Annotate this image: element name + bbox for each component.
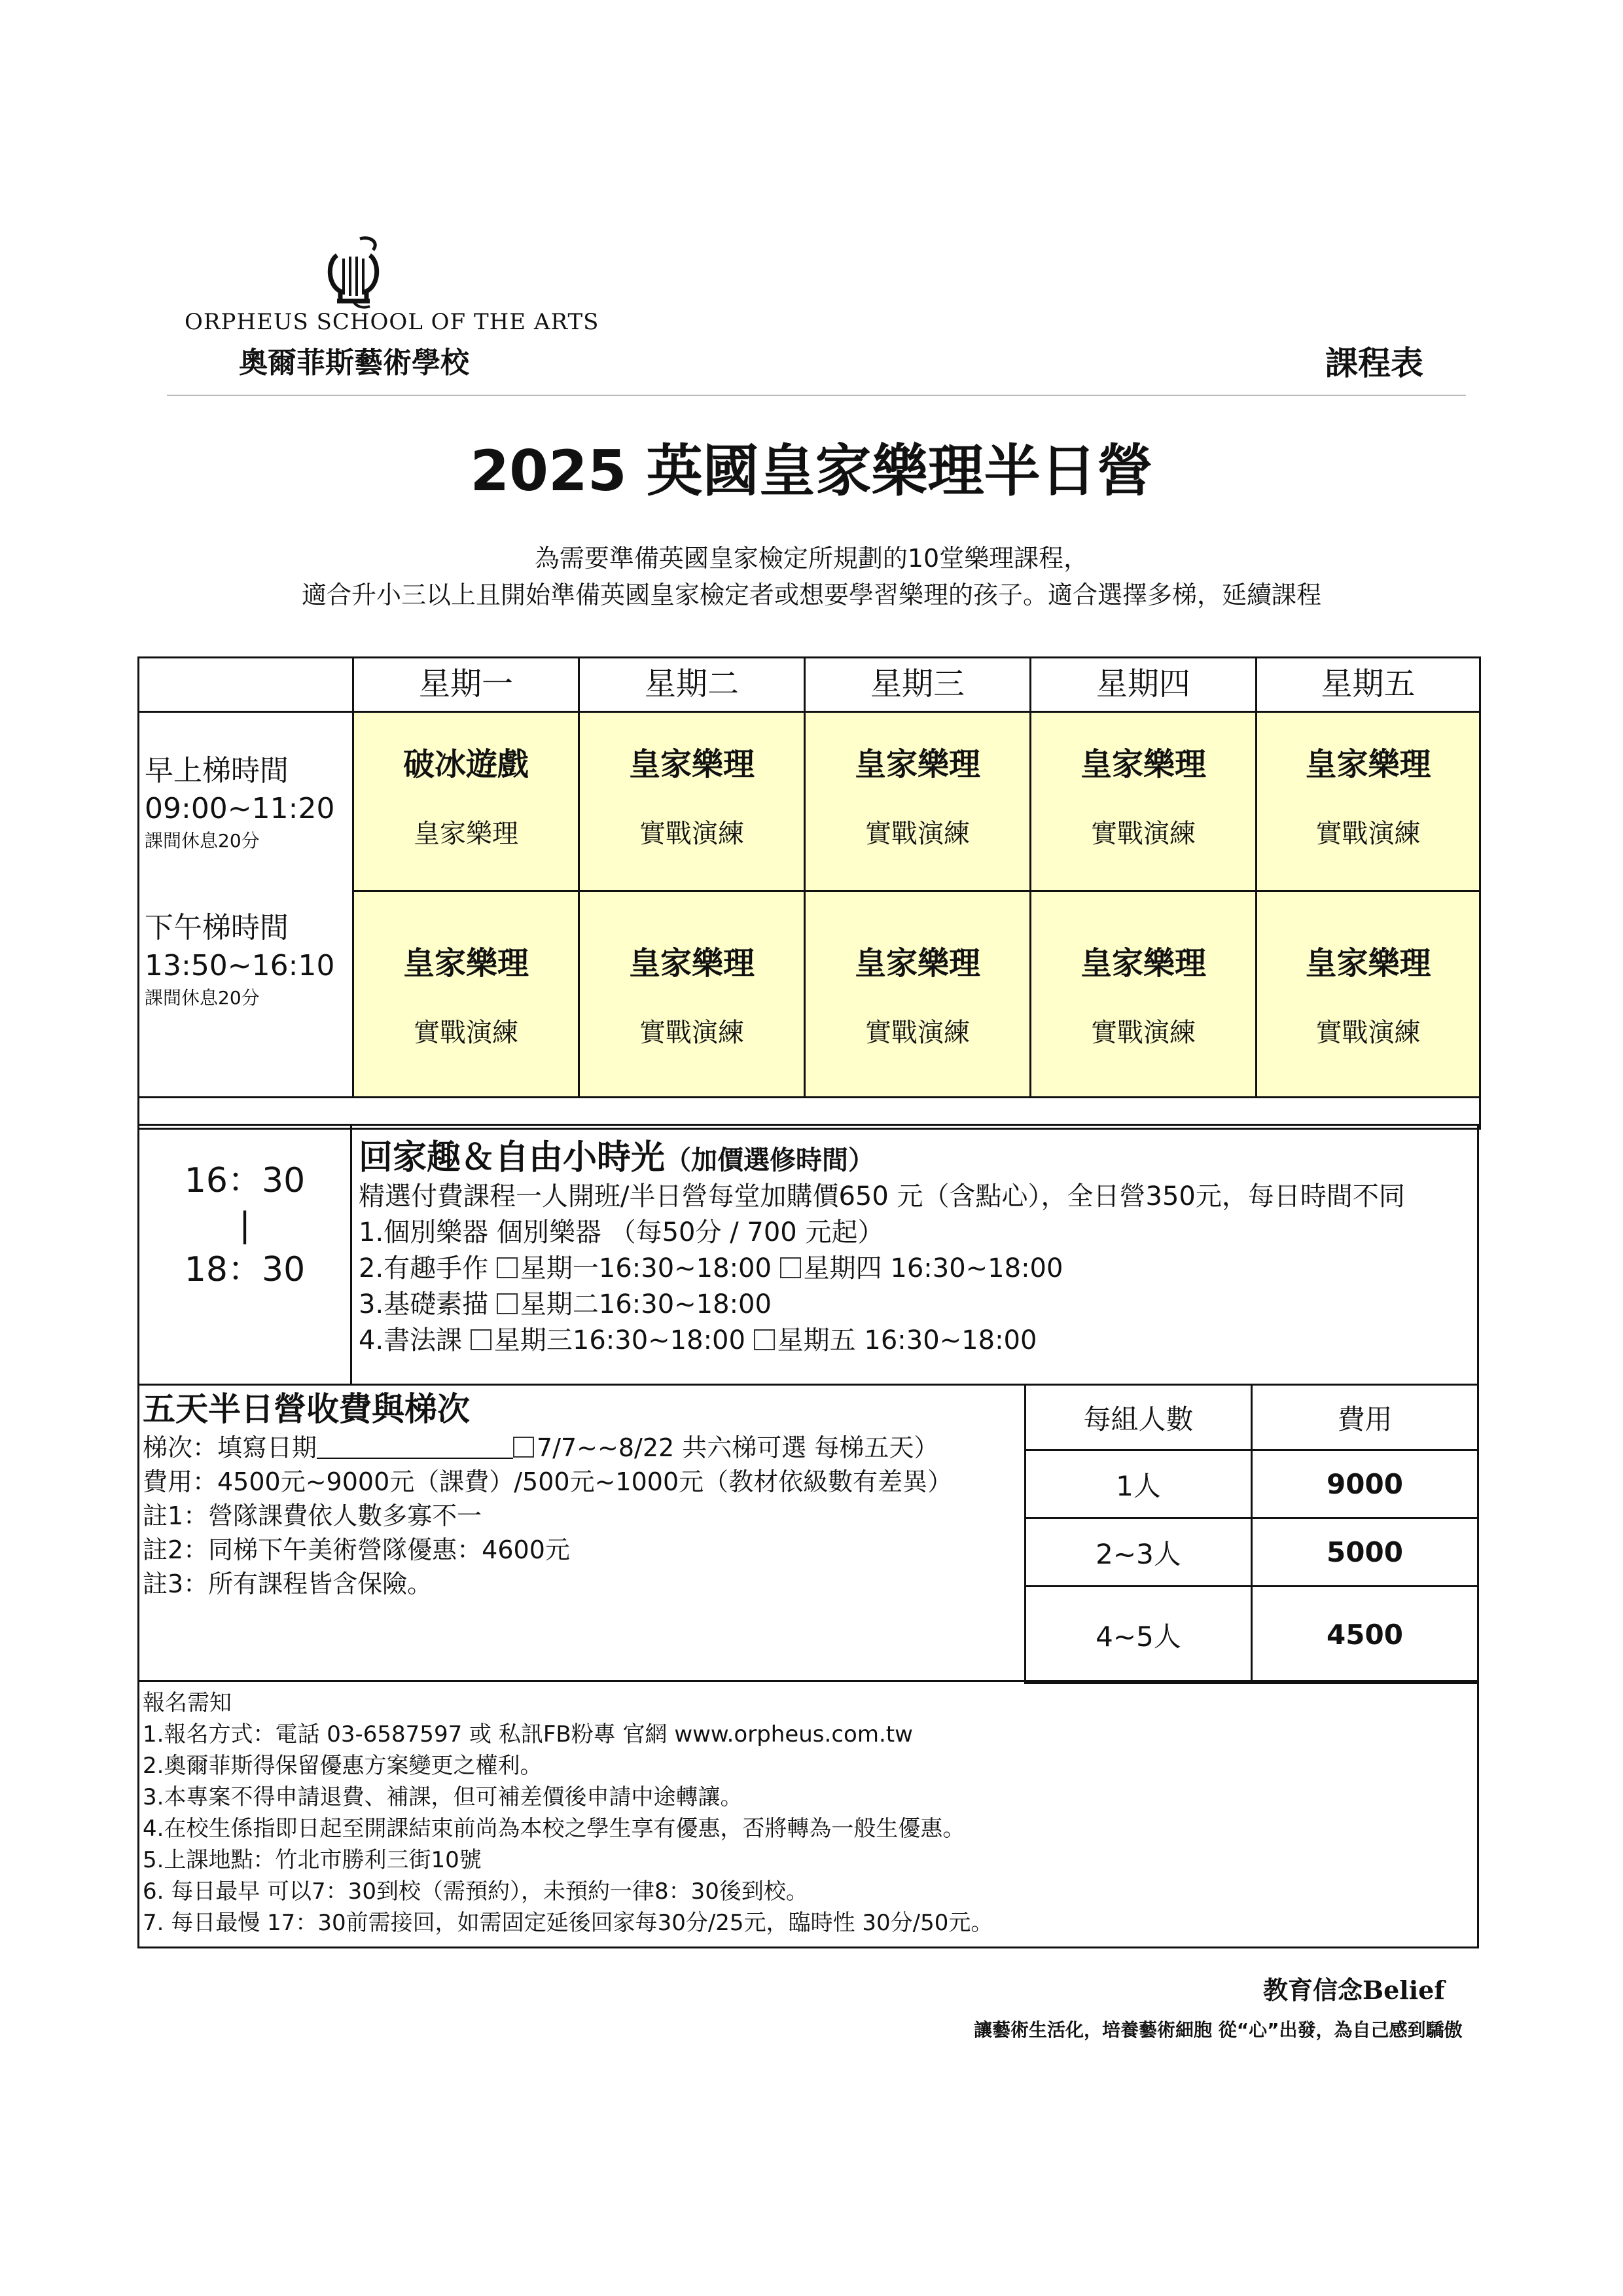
school-name-en: ORPHEUS SCHOOL OF THE ARTS — [185, 309, 599, 335]
date-blank-field[interactable] — [317, 1435, 513, 1459]
table-row — [1026, 1450, 1478, 1518]
fee-title: 五天半日營收費與梯次 — [143, 1390, 470, 1428]
session-line — [143, 1431, 1020, 1465]
header-divider — [167, 395, 1466, 396]
after-school-desc: 精選付費課程一人開班/半日營每堂加購價650 元（含點心），全日營350元，每日時間不同 — [359, 1181, 1405, 1211]
registration-item: 7. 每日最慢 17：30前需接回，如需固定延後回家每30分/25元，臨時性 30分/50元。 — [143, 1910, 993, 1936]
page-title: 2025 英國皇家樂理半日營 — [470, 439, 1153, 504]
course-main: 皇家樂理 — [628, 746, 755, 783]
course-sub: 實戰演練 — [865, 819, 970, 849]
after-item — [359, 1323, 1471, 1359]
after-time-start: 16：30 — [184, 1161, 306, 1200]
after-item-option: 星期四 16:30~18:00 — [803, 1253, 1063, 1283]
after-school-title-note: （加價選修時間） — [665, 1145, 875, 1175]
after-item-option: 星期五 16:30~18:00 — [777, 1325, 1037, 1355]
group-size: 2~3人 — [1026, 1518, 1252, 1587]
course-sub: 實戰演練 — [1091, 819, 1196, 849]
registration-text — [143, 1687, 1471, 1939]
after-item-option: 星期一16:30~18:00 — [520, 1253, 780, 1283]
course-sub: 實戰演練 — [865, 1018, 970, 1048]
day-header: 星期三 — [805, 658, 1031, 712]
course-sub: 皇家樂理 — [414, 819, 518, 849]
day-header: 星期一 — [353, 658, 579, 712]
fee-note: 註3：所有課程皆含保險。 — [143, 1570, 433, 1598]
school-name-zh: 奧爾菲斯藝術學校 — [239, 346, 469, 380]
course-cell — [1257, 891, 1480, 1098]
course-cell — [579, 712, 805, 891]
after-item-label: 1.個別樂器 個別樂器 （每50分 / 700 元起） — [359, 1217, 884, 1247]
after-item-option: 星期二16:30~18:00 — [520, 1289, 772, 1319]
after-school-content — [359, 1140, 1471, 1359]
fee-grid — [1024, 1384, 1479, 1684]
intro-line-1: 為需要準備英國皇家檢定所規劃的10堂樂理課程， — [534, 544, 1089, 573]
checkbox[interactable] — [754, 1329, 775, 1350]
fee-header: 每組人數 — [1026, 1385, 1252, 1450]
afternoon-label: 下午梯時間 — [145, 911, 289, 944]
fee-header-row — [1026, 1385, 1478, 1450]
group-price: 4500 — [1252, 1587, 1478, 1683]
after-school-title: 回家趣＆自由小時光 — [359, 1138, 666, 1177]
group-price: 5000 — [1252, 1518, 1478, 1587]
morning-label: 早上梯時間 — [145, 754, 289, 787]
doc-label: 課程表 — [1325, 344, 1423, 382]
fee-header: 費用 — [1252, 1385, 1478, 1450]
course-sub: 實戰演練 — [639, 819, 744, 849]
table-row — [1026, 1518, 1478, 1587]
course-cell — [1031, 891, 1257, 1098]
morning-time: 09:00~11:20 — [145, 792, 335, 825]
checkbox[interactable] — [471, 1329, 491, 1350]
registration-title: 報名需知 — [143, 1690, 232, 1716]
session-label: 梯次：填寫日期 — [143, 1433, 317, 1462]
day-header: 星期二 — [579, 658, 805, 712]
group-size: 1人 — [1026, 1450, 1252, 1518]
registration-item: 6. 每日最早 可以7：30到校（需預約），未預約一律8：30後到校。 — [143, 1878, 808, 1905]
course-cell — [353, 712, 579, 891]
fee-note: 註2：同梯下午美術營隊優惠：4600元 — [143, 1535, 570, 1564]
after-school-time — [137, 1158, 352, 1292]
registration-item: 3.本專案不得申請退費、補課，但可補差價後申請中途轉讓。 — [143, 1784, 743, 1810]
checkbox[interactable] — [780, 1257, 801, 1278]
fee-text — [143, 1388, 1020, 1601]
checkbox[interactable] — [497, 1257, 518, 1278]
course-cell — [805, 891, 1031, 1098]
course-main: 皇家樂理 — [854, 945, 980, 982]
course-sub: 實戰演練 — [639, 1018, 744, 1048]
registration-item: 1.報名方式：電話 03-6587597 或 私訊FB粉專 官網 www.orpheus.com.tw — [143, 1721, 913, 1748]
morning-note: 課間休息20分 — [145, 830, 260, 852]
checkbox[interactable] — [513, 1437, 534, 1458]
schedule-table — [137, 656, 1481, 1130]
belief-title: 教育信念Belief — [1263, 1975, 1445, 2005]
session-times-cell — [139, 712, 353, 1098]
intro-line-2: 適合升小三以上且開始準備英國皇家檢定者或想要學習樂理的孩子。適合選擇多梯，延續課程 — [301, 581, 1321, 609]
after-time-end: 18：30 — [184, 1250, 306, 1289]
after-item-label: 2.有趣手作 — [359, 1253, 497, 1283]
registration-item: 4.在校生係指即日起至開課結束前尚為本校之學生享有優惠，否將轉為一般生優惠。 — [143, 1816, 965, 1842]
after-item — [359, 1251, 1471, 1287]
course-main: 皇家樂理 — [1080, 945, 1206, 982]
course-main: 皇家樂理 — [1305, 746, 1431, 783]
day-header: 星期五 — [1257, 658, 1480, 712]
group-size: 4~5人 — [1026, 1587, 1252, 1683]
course-main: 破冰遊戲 — [402, 746, 529, 783]
course-sub: 實戰演練 — [414, 1018, 518, 1048]
afternoon-time: 13:50~16:10 — [145, 949, 335, 982]
course-cell — [1031, 712, 1257, 891]
course-sub: 實戰演練 — [1315, 819, 1421, 849]
registration-item: 2.奧爾菲斯得保留優惠方案變更之權利。 — [143, 1753, 543, 1779]
after-time-separator: | — [239, 1206, 251, 1245]
fee-line: 費用：4500元~9000元（課費）/500元~1000元（教材依級數有差異） — [143, 1467, 953, 1496]
course-main: 皇家樂理 — [402, 945, 529, 982]
course-cell — [353, 891, 579, 1098]
after-item-label: 4.書法課 — [359, 1325, 471, 1355]
table-row — [1026, 1587, 1478, 1683]
day-header: 星期四 — [1031, 658, 1257, 712]
registration-item: 5.上課地點：竹北市勝利三街10號 — [143, 1847, 482, 1873]
after-item — [359, 1215, 1471, 1251]
course-main: 皇家樂理 — [628, 945, 755, 982]
afternoon-note: 課間休息20分 — [145, 987, 260, 1009]
course-main: 皇家樂理 — [1080, 746, 1206, 783]
course-main: 皇家樂理 — [1305, 945, 1431, 982]
corner-cell — [139, 658, 353, 712]
after-item-option: 星期三16:30~18:00 — [493, 1325, 754, 1355]
after-item-label: 3.基礎素描 — [359, 1289, 497, 1319]
morning-row — [139, 712, 1480, 891]
schedule-header-row — [139, 658, 1480, 712]
course-main: 皇家樂理 — [854, 746, 980, 783]
after-item — [359, 1287, 1471, 1323]
belief-text: 讓藝術生活化，培養藝術細胞 從“心”出發，為自己感到驕傲 — [974, 2019, 1463, 2041]
course-cell — [579, 891, 805, 1098]
session-text: 7/7~~8/22 共六梯可選 每梯五天） — [537, 1433, 939, 1462]
course-cell — [1257, 712, 1480, 891]
course-sub: 實戰演練 — [1315, 1018, 1421, 1048]
fee-note: 註1：營隊課費依人數多寡不一 — [143, 1501, 482, 1530]
lyre-logo-icon — [324, 236, 383, 311]
course-cell — [805, 712, 1031, 891]
course-sub: 實戰演練 — [1091, 1018, 1196, 1048]
checkbox[interactable] — [497, 1293, 518, 1314]
group-price: 9000 — [1252, 1450, 1478, 1518]
